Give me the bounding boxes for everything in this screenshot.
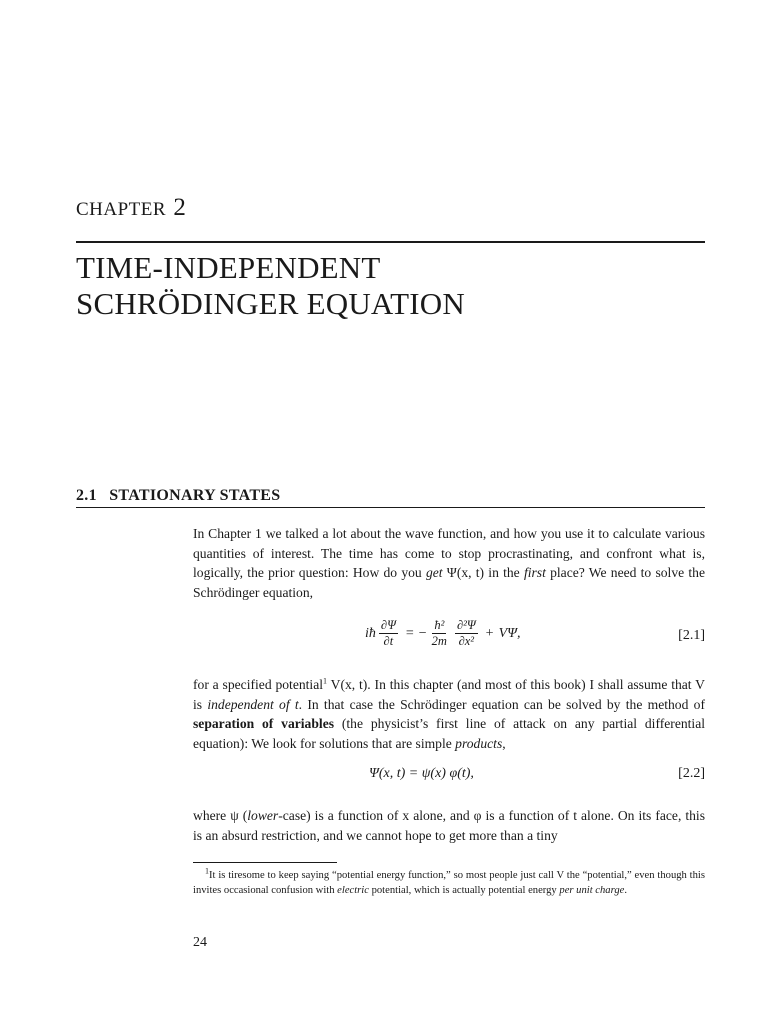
emphasis-independent: independent of t [207,696,299,712]
emphasis-first: first [523,565,546,580]
footnote-mark: 1 [205,866,209,876]
equation-number: [2.1] [678,628,705,643]
equation-body: Ψ(x, t) = ψ(x) φ(t), [369,766,474,781]
chapter-number: 2 [173,194,187,221]
chapter-heading [76,194,186,222]
paragraph-3: where ψ (lower-case) is a function of x alone, and φ is a function of t alone. On its face, this is an absurd restriction, and we cannot hope to get more than a tiny [193,808,705,843]
equation-number: [2.2] [678,766,705,781]
section-heading [76,487,280,505]
fraction-hbar-2m: $\frac{\text{ħ²}}{2m}$ [431,618,447,648]
emphasis-lower: lower [247,808,279,823]
term-separation-of-variables: separation of variables [193,716,335,731]
footnote-rule [193,862,337,863]
chapter-title [76,250,465,322]
section-rule [76,507,705,508]
eq-tail: VΨ, [498,625,521,641]
section-number: 2.1 [76,487,97,504]
equation-2-2 [193,766,705,786]
equation-body [365,618,520,649]
emphasis-products: products [455,735,503,751]
plus-sign: + [485,625,494,641]
page-number: 24 [193,935,207,950]
minus-sign: − [418,625,427,641]
eq-lhs-prefix: iħ [365,625,376,641]
paragraph-2: for a specified potential$^1$ V(x, t). In this chapter (and most of this book) I shall assume that V is independent of t. In that case the Schrödinger equation can be solved by the method of separation of variables (the physicist’s first line of attack on any partial differential equation): We look for solutions that are simple products, [193,676,706,751]
paragraph-1: In Chapter 1 we talked a lot about the wave function, and how you use it to calculate various quantities of interest. The time has come to stop procrastinating, and confront what is, logically, the prior question: How do you get Ψ(x, t) in the first place? We need to solve the Schrödinger equation, [193,526,705,600]
emphasis-get: get [425,565,443,580]
chapter-label: CHAPTER [76,199,167,220]
equals-sign: = [405,625,414,641]
fraction-d2psi-dx2: $\frac{\text{∂²Ψ}}{\text{∂x²}}$ [456,618,476,648]
section-title: STATIONARY STATES [109,487,281,504]
emphasis-electric: electric [337,885,369,896]
footnote-marker: 1 [323,676,328,686]
equation-2-1 [193,618,705,658]
chapter-title-line-1: TIME-INDEPENDENT [76,250,381,285]
chapter-rule [76,241,705,243]
fraction-dpsi-dt: $\frac{\partial\Psi}{\partial t}$ [380,618,396,648]
emphasis-per-unit-charge: per unit charge [559,885,625,896]
footnote: $^1$It is tiresome to keep saying “potential energy function,” so most people just call V the “potential,” even though this invites occasional confusion with electric potential, which is actually potential energy per unit charge. [193,866,705,896]
chapter-title-line-2: SCHRÖDINGER EQUATION [76,286,465,321]
